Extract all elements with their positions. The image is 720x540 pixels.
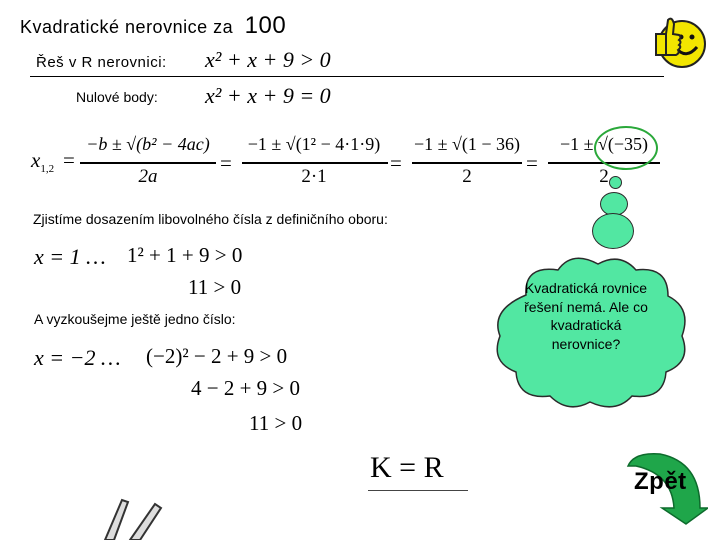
title-text: Kvadratické nerovnice za bbox=[20, 17, 234, 37]
test2-x-assign: x = −2 … bbox=[34, 345, 121, 370]
result-underline bbox=[368, 490, 468, 491]
equals-sign-2: = bbox=[390, 151, 402, 175]
fraction-1-denominator: 2a bbox=[138, 166, 158, 187]
test2-line-2: 4 − 2 + 9 > 0 bbox=[191, 376, 301, 400]
fraction-3-numerator: −1 ± √(1 − 36) bbox=[413, 134, 521, 154]
result-solution-set: K = R bbox=[370, 451, 444, 484]
equals-sign-0: = bbox=[63, 148, 75, 172]
test2-description: A vyzkoušejme ještě jedno číslo: bbox=[34, 311, 236, 327]
equals-sign-3: = bbox=[526, 151, 538, 175]
fraction-2-numerator: −1 ± √(1² − 4·1·9) bbox=[247, 134, 381, 154]
header-divider bbox=[30, 76, 664, 77]
zeros-expression: x² + x + 9 = 0 bbox=[205, 83, 331, 108]
thought-dot-small bbox=[609, 176, 622, 189]
title-number: 100 bbox=[244, 12, 287, 39]
test2-line-1: (−2)² − 2 + 9 > 0 bbox=[146, 344, 288, 368]
test1-line-2: 11 > 0 bbox=[188, 275, 242, 299]
highlight-circle bbox=[594, 126, 658, 170]
fraction-2-denominator: 2·1 bbox=[301, 166, 327, 187]
fraction-4-denominator: 2 bbox=[599, 166, 609, 187]
solve-label: Řeš v R nerovnici: bbox=[36, 54, 167, 71]
equals-sign-1: = bbox=[220, 151, 232, 175]
test2-line-3: 11 > 0 bbox=[249, 411, 303, 435]
fraction-1-bar bbox=[80, 162, 216, 164]
formula-lhs: $x_{1,2}$ bbox=[31, 148, 55, 176]
thought-bubble-text: Kvadratická rovnice řešení nemá. Ale co kvadratická nerovnice? bbox=[524, 280, 648, 352]
fraction-1-numerator: −b ± √(b² − 4ac) bbox=[86, 134, 210, 154]
test1-x-assign: x = 1 … bbox=[34, 244, 106, 269]
zeros-label: Nulové body: bbox=[76, 89, 158, 105]
back-button-label: Zpět bbox=[634, 468, 687, 495]
page-title bbox=[20, 12, 286, 40]
pencil-icon bbox=[100, 496, 170, 540]
back-button[interactable] bbox=[616, 446, 708, 526]
fraction-3-denominator: 2 bbox=[462, 166, 472, 187]
test1-description: Zjistíme dosazením libovolného čísla z definičního oboru: bbox=[33, 211, 388, 227]
thumbs-up-smiley-icon bbox=[646, 10, 708, 72]
fraction-3-bar bbox=[412, 162, 522, 164]
fraction-4-numerator: −1 ± √(−35) bbox=[559, 134, 649, 154]
solve-expression: x² + x + 9 > 0 bbox=[205, 47, 331, 72]
test1-line-1: 1² + 1 + 9 > 0 bbox=[127, 243, 243, 267]
thought-dot-large bbox=[592, 213, 634, 249]
fraction-2-bar bbox=[242, 162, 388, 164]
